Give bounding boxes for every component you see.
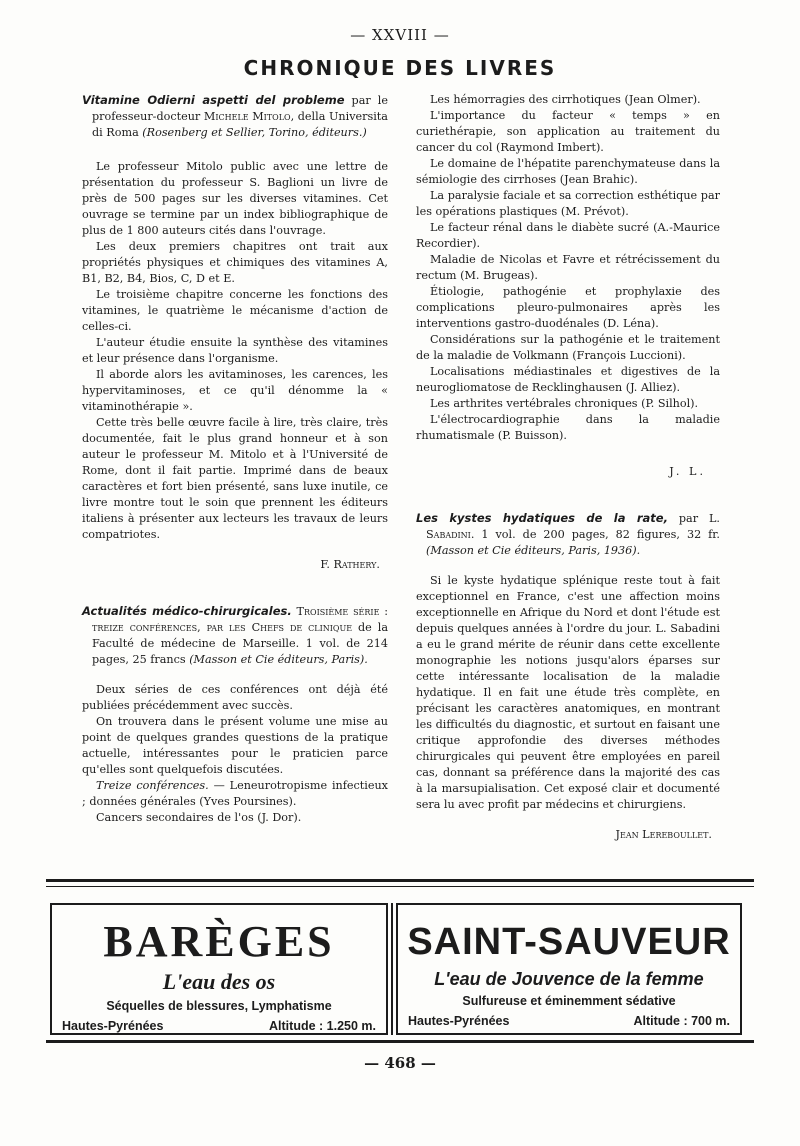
ad-region: Hautes-Pyrénées	[62, 1019, 164, 1033]
review-paragraph: Si le kyste hydatique splénique reste tout à fait exceptionnel en France, c'est une affection moins exceptionnelle en Afrique du Nord et dont l'étude est depuis quelques années à l'ordre du jour. L. Sabadini a eu le grand mérite de réunir dans cette excellente monographie les notions jusqu'alors éparses sur cette intéressante localisation de la maladie hydatique. Il en fait une étude très complète, en précisant les caractères anatomiques, en montrant les difficultés du diagnostic, et surtout en faisant une critique approfondie des diverses méthodes chirurgicales qui peuvent être employées en pareil cas, donnant sa préférence dans la majorité des cas à la marsupialisation. Cet exposé clair et documenté sera lu avec profit par médecins et chirurgiens.	[416, 574, 720, 811]
ad-divider	[391, 903, 393, 1035]
conference-list-item: Le domaine de l'hépatite parenchymateuse dans la sémiologie des cirrhoses (Jean Brahic).	[416, 157, 720, 186]
book-author: Chefs de clinique	[251, 621, 353, 634]
conference-list-item: L'électrocardiographie dans la maladie rhumatismale (P. Buisson).	[416, 413, 720, 442]
conference-list-item: Les arthrites vertébrales chroniques (P. Silhol).	[430, 397, 699, 410]
page-number: — 468 —	[364, 1054, 436, 1072]
right-column	[416, 92, 720, 843]
book-title: Vitamine Odierni aspetti del probleme	[82, 93, 345, 107]
ad-region: Hautes-Pyrénées	[408, 1014, 510, 1028]
heading-text: . 1 vol. de 200 pages, 82 figures, 32 fr.	[470, 528, 720, 541]
book-author: L. Sabadini	[426, 512, 720, 541]
review-paragraph: Le troisième chapitre concerne les fonctions des vitamines, le quatrième le mécanisme d'action de celles-ci.	[82, 288, 388, 333]
left-column	[82, 92, 388, 826]
list-item-text: — Leneurotropisme infectieux ; données générales (Yves Poursines).	[82, 779, 388, 808]
book-title: Les kystes hydatiques de la rate,	[416, 511, 668, 525]
heading-text: de la Faculté de médecine de Marseille. 1 vol. de 214 pages, 25 francs	[92, 621, 388, 666]
review-paragraph: On trouvera dans le présent volume une mise au point de quelques grandes questions de la pratique actuelle, intéressantes pour le praticien parce qu'elles sont quelquefois discutées.	[82, 715, 388, 776]
publisher: (Masson et Cie éditeurs, Paris).	[189, 653, 368, 666]
list-lead: Treize conférences.	[96, 779, 209, 792]
conference-list-item: Le facteur rénal dans le diabète sucré (A.-Maurice Recordier).	[416, 221, 720, 250]
review-paragraph: L'auteur étudie ensuite la synthèse des vitamines et leur présence dans l'organisme.	[82, 336, 388, 365]
ad-tagline: L'eau de Jouvence de la femme	[434, 969, 704, 989]
ad-rule	[46, 1040, 754, 1043]
conference-list-item: Maladie de Nicolas et Favre et rétrécissement du rectum (M. Brugeas).	[416, 253, 720, 282]
reviewer-signature: F. Rathery.	[320, 558, 380, 571]
publisher: (Rosenberg et Sellier, Torino, éditeurs.)	[142, 126, 367, 139]
ad-footer	[52, 1019, 386, 1033]
conference-list-item: La paralysie faciale et sa correction esthétique par les opérations plastiques (M. Prévot).	[416, 189, 720, 218]
reviewer-signature: Jean Lereboullet.	[615, 828, 712, 841]
book-author: Michele Mitolo	[203, 110, 291, 123]
review-paragraph: Deux séries de ces conférences ont déjà été publiées précédemment avec succès.	[82, 683, 388, 712]
book-title: Actualités médico-chirurgicales.	[82, 604, 292, 618]
conference-list-item: L'importance du facteur « temps » en curiethérapie, son application au traitement du cancer du col (Raymond Imbert).	[416, 109, 720, 154]
review-paragraph: Les deux premiers chapitres ont trait aux propriétés physiques et chimiques des vitamines A, B1, B2, B4, Bios, C, D et E.	[82, 240, 388, 285]
conference-list-item: Localisations médiastinales et digestives de la neurogliomatose de Recklinghausen (J. Alliez).	[416, 365, 720, 394]
conference-list-item	[82, 778, 388, 810]
ad-subtitle: Séquelles de blessures, Lymphatisme	[106, 999, 332, 1013]
ad-subtitle: Sulfureuse et éminemment sédative	[462, 994, 676, 1008]
ad-name: SAINT-SAUVEUR	[407, 921, 731, 963]
ad-name: BARÈGES	[103, 917, 335, 966]
reviewer-signature: J. L.	[669, 465, 706, 478]
roman-page-number: — XXVIII —	[350, 26, 450, 44]
conference-list-item: Les hémorragies des cirrhotiques (Jean Olmer).	[430, 93, 701, 106]
heading-text: Troisième série : treize conférences, par les	[92, 605, 389, 634]
conference-list-item: Étiologie, pathogénie et prophylaxie des complications pleuro-pulmonaires après les interventions gastro-duodénales (D. Léna).	[416, 285, 720, 330]
ad-tagline: L'eau des os	[162, 969, 276, 994]
section-title: CHRONIQUE DES LIVRES	[243, 56, 557, 80]
review-heading	[82, 603, 388, 668]
review-paragraph: Le professeur Mitolo public avec une lettre de présentation du professeur S. Baglioni un livre de près de 500 pages sur les diverses vitamines. Cet ouvrage se termine par un index bibliographique de plus de 1 800 auteurs cités dans l'ouvrage.	[82, 160, 388, 237]
ad-rule	[46, 879, 754, 882]
review-paragraph: Cette très belle œuvre facile à lire, très claire, très documentée, fait le plus grand honneur et à son auteur le professeur M. Mitolo et à l'Université de Rome, dont il fait partie. Imprimé dans de beaux caractères et fort bien présenté, sans luxe inutile, ce livre montre tout le soin que prennent les éditeurs italiens à présenter aux lecteurs les travaux de leurs compatriotes.	[82, 416, 388, 541]
ad-altitude: Altitude : 700 m.	[633, 1014, 730, 1028]
ad-footer	[398, 1014, 740, 1028]
publisher: (Masson et Cie éditeurs, Paris, 1936).	[426, 544, 641, 557]
ad-altitude: Altitude : 1.250 m.	[269, 1019, 376, 1033]
ad-bareges	[50, 903, 388, 1035]
conference-list-item: Cancers secondaires de l'os (J. Dor).	[96, 811, 302, 824]
heading-text: par le professeur-docteur	[92, 94, 388, 123]
heading-text: par	[667, 512, 709, 525]
conference-list-item: Considérations sur la pathogénie et le traitement de la maladie de Volkmann (François Luccioni).	[416, 333, 720, 362]
ad-rule	[46, 886, 754, 887]
heading-text: , della Universita di Roma	[92, 110, 388, 139]
review-paragraph: Il aborde alors les avitaminoses, les carences, les hypervitaminoses, et ce qu'il dénomme la « vitaminothérapie ».	[82, 368, 388, 413]
ad-saint-sauveur	[396, 903, 742, 1035]
review-heading	[82, 92, 388, 141]
review-heading	[416, 510, 720, 559]
